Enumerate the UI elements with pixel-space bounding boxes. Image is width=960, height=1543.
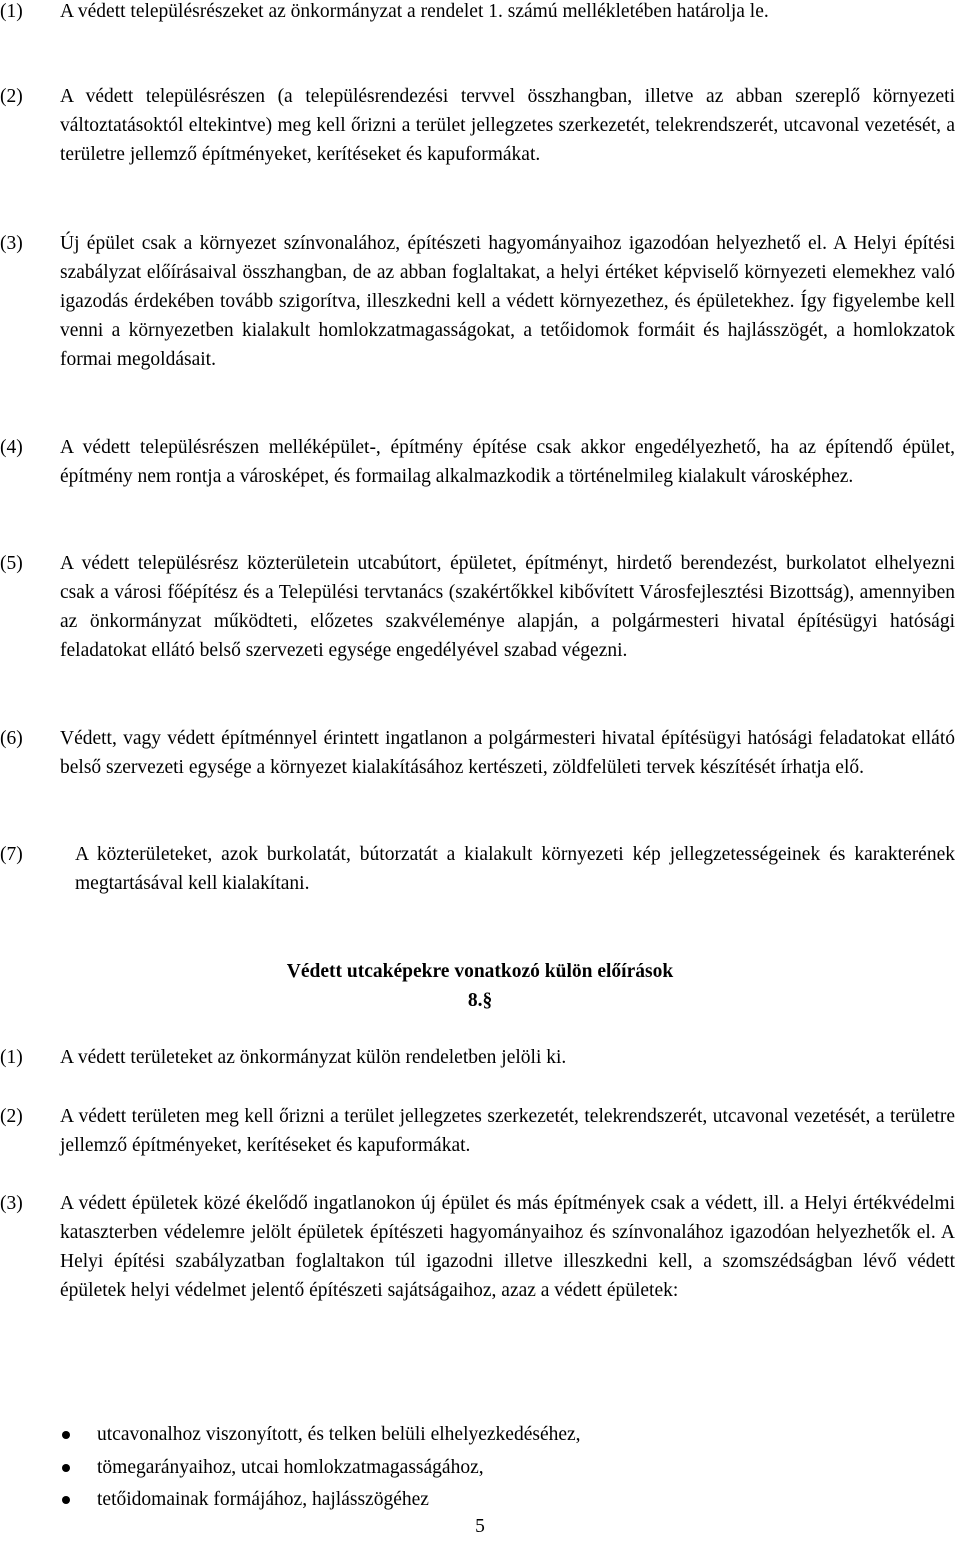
paragraph-text: Védett, vagy védett építménnyel érintett ingatlanon a polgármesteri hivatal építésügyi hatósági feladatokat ellátó belső szervezeti egysége a környezet kialakításához kertészeti, zöldfelületi tervek készítését írhatja elő. — [60, 728, 955, 778]
list-item-text: tömegarányaihoz, utcai homlokzatmagasságához, — [97, 1456, 484, 1478]
paragraph-2 — [0, 82, 955, 169]
section-paragraph-1 — [0, 1043, 955, 1072]
section-paragraph-2 — [0, 1102, 955, 1160]
paragraph-number: (6) — [0, 728, 23, 749]
bullet-icon — [62, 1496, 70, 1504]
paragraph-4 — [0, 433, 955, 491]
bullet-icon — [62, 1464, 70, 1472]
list-item — [0, 1453, 955, 1486]
paragraph-number: (5) — [0, 553, 23, 574]
paragraph-text: A védett területeket az önkormányzat külön rendeletben jelöli ki. — [60, 1047, 567, 1068]
page-number: 5 — [475, 1516, 485, 1537]
list-item-text: utcavonalhoz viszonyított, és telken belüli elhelyezkedéséhez, — [97, 1424, 581, 1445]
paragraph-1 — [0, 0, 955, 26]
bullet-icon — [62, 1431, 70, 1439]
list-item — [0, 1420, 955, 1453]
paragraph-number: (3) — [0, 233, 23, 254]
paragraph-number: (1) — [0, 1, 23, 22]
list-item-text: tetőidomainak formájához, hajlásszögéhez — [97, 1489, 429, 1510]
paragraph-number: (7) — [0, 844, 23, 865]
paragraph-number: (2) — [0, 86, 23, 107]
paragraph-number: (3) — [0, 1193, 23, 1214]
paragraph-7 — [0, 840, 955, 898]
paragraph-number: (2) — [0, 1106, 23, 1127]
paragraph-text: A védett településrész közterületein utcabútort, épületet, építményt, hirdető berendezést, burkolatot elhelyezni csak a városi főépítész és a Települési tervtanács (szakértőkkel kibővített Városfejlesztési Bizottság), amennyiben az önkormányzat működteti, előzetes szakvéleménye alapján, a polgármesteri hivatal építésügyi hatósági feladatokat ellátó belső szervezeti egysége engedélyével szabad végezni. — [60, 553, 955, 661]
paragraph-text: Új épület csak a környezet színvonalához, építészeti hagyományaihoz igazodóan helyezhető el. A Helyi építési szabályzat előírásaival összhangban, de az abban foglaltakat, a helyi értéket képviselő környezeti elemekhez való igazodás érdekében tovább szigorítva, illeszkedni kell a védett környezethez, és épületekhez. Így figyelembe kell venni a környezetben kialakult homlokzatmagasságokat, a tetőidomok formáit és hajlásszögét, a homlokzatok formai megoldásait. — [60, 233, 955, 370]
paragraph-text: A közterületeket, azok burkolatát, bútorzatát a kialakult környezeti kép jellegzetességeinek és karakterének megtartásával kell kialakítani. — [75, 844, 955, 894]
paragraph-3 — [0, 229, 955, 374]
paragraph-5 — [0, 549, 955, 665]
bullet-list — [0, 1420, 955, 1518]
paragraph-text: A védett településrészen (a településrendezési tervvel összhangban, illetve az abban szereplő környezeti változtatásoktól eltekintve) meg kell őrizni a terület jellegzetes szerkezetét, telekrendszerét, utcavonal vezetését, a területre jellemző építményeket, kerítéseket és kapuformákat. — [60, 86, 955, 165]
paragraph-number: (1) — [0, 1047, 23, 1068]
section-paragraph-3 — [0, 1189, 955, 1305]
paragraph-text: A védett épületek közé ékelődő ingatlanokon új épület és más építmények csak a védett, ill. a Helyi értékvédelmi kataszterben védelemre jelölt épületek építészeti hagyományaihoz és színvonalához igazodóan helyezhetők el. A Helyi építési szabályzatban foglaltakon túl igazodni illetve illeszkedni kell, a szomszédságban lévő védett épületek helyi védelmet jelentő építészeti sajátságaihoz, azaz a védett épületek: — [60, 1193, 955, 1301]
paragraph-text: A védett településrészen melléképület-, építmény építése csak akkor engedélyezhető, ha az építendő épület, építmény nem rontja a városképet, és formailag alkalmazkodik a történelmileg kialakult városképhez. — [60, 437, 955, 487]
paragraph-6 — [0, 724, 955, 782]
section-title: Védett utcaképekre vonatkozó külön előírások — [286, 961, 674, 982]
paragraph-text: A védett településrészeket az önkormányzat a rendelet 1. számú mellékletében határolja le. — [60, 1, 769, 22]
paragraph-number: (4) — [0, 437, 23, 458]
paragraph-text: A védett területen meg kell őrizni a terület jellegzetes szerkezetét, telekrendszerét, utcavonal vezetését, a területre jellemző építményeket, kerítéseket és kapuformákat. — [60, 1106, 955, 1156]
section-number: 8.§ — [467, 990, 493, 1011]
